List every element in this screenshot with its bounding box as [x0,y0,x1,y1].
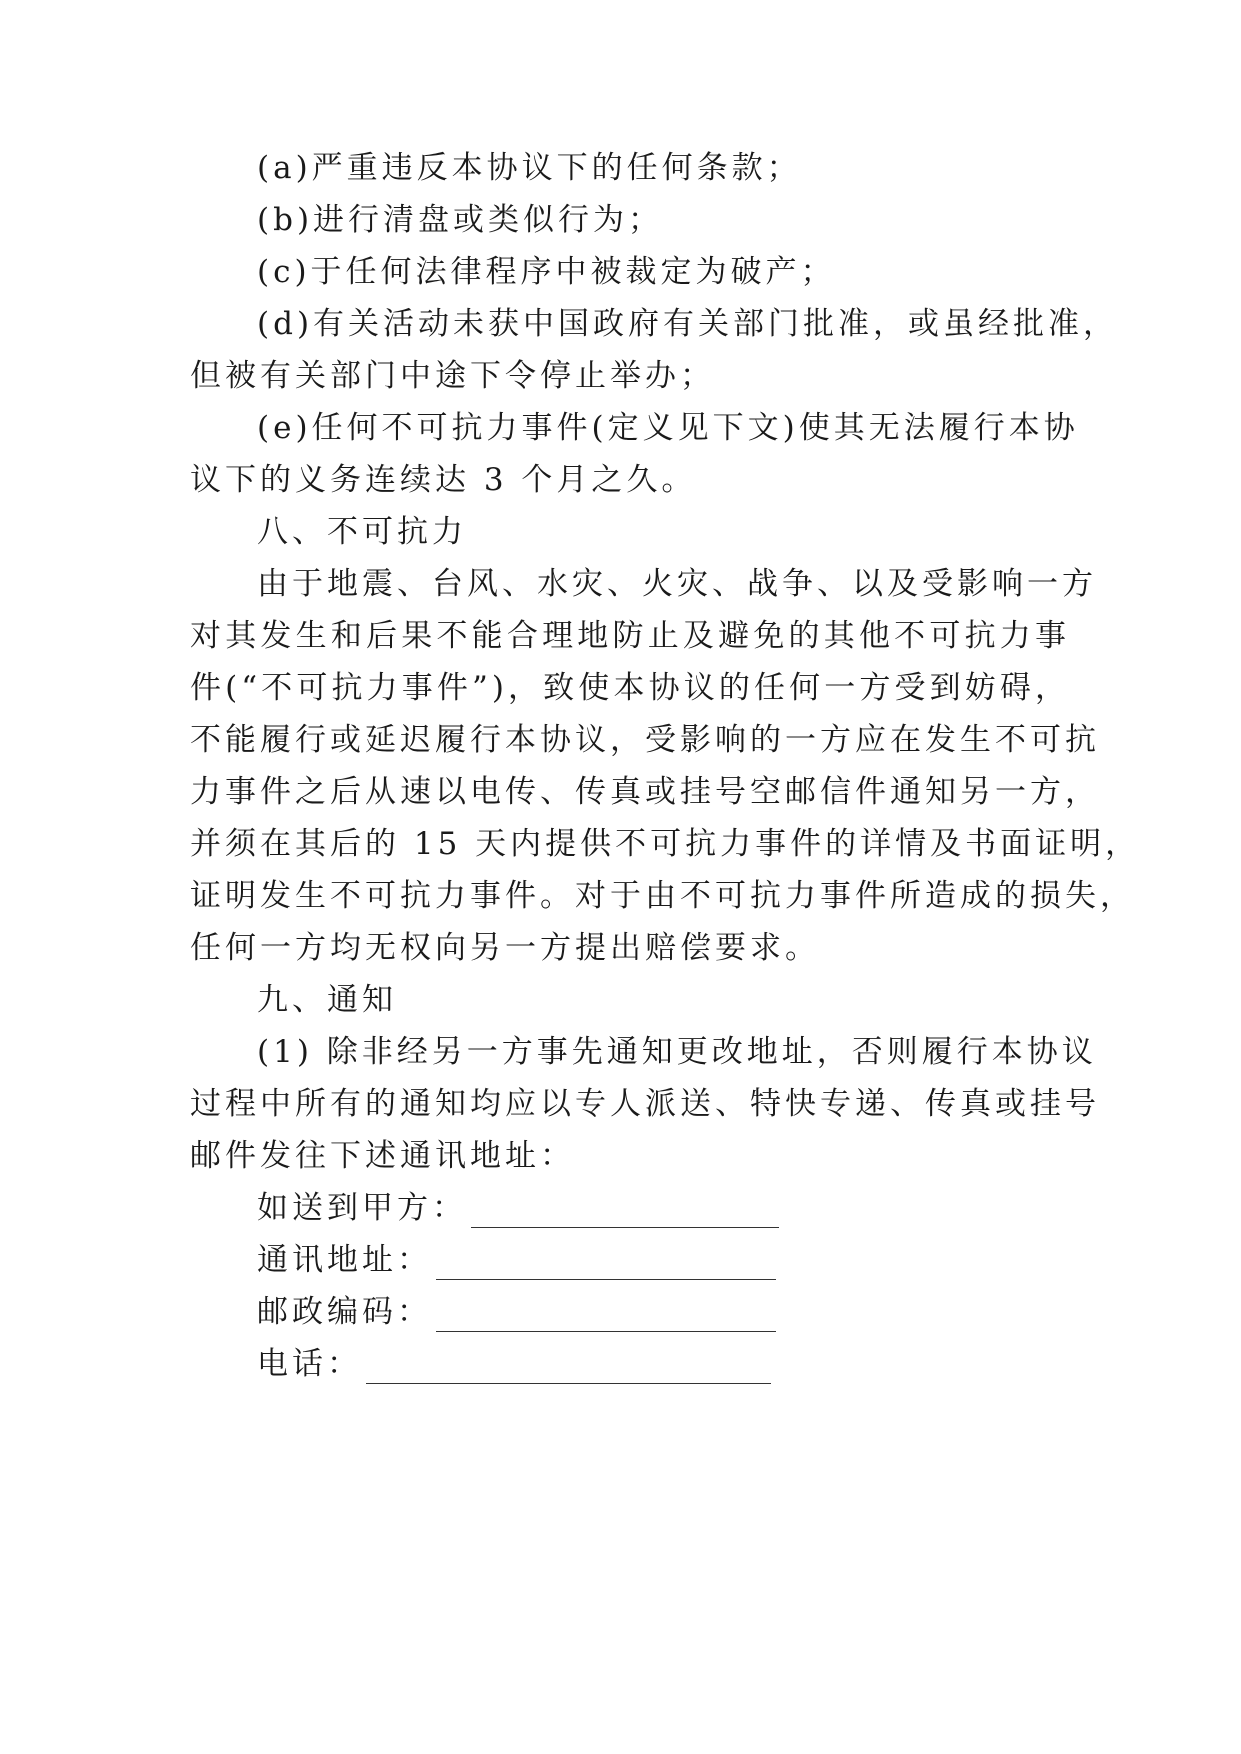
postcode-field [257,1292,1137,1332]
clause-e-line-2: 议下的义务连续达 3 个月之久。 [190,462,697,498]
clause-c: (c)于任何法律程序中被裁定为破产； [257,254,836,290]
address-field [257,1240,1137,1280]
postcode-label: 邮政编码： [257,1294,432,1330]
section-8-line: 不能履行或延迟履行本协议，受影响的一方应在发生不可抗 [190,722,1100,758]
phone-blank [366,1353,771,1384]
phone-label: 电话： [257,1346,362,1382]
section-9-heading: 九、通知 [257,982,397,1018]
section-8-line: 由于地震、台风、水灾、火灾、战争、以及受影响一方 [257,566,1097,602]
section-8-heading: 八、不可抗力 [257,514,467,550]
party-a-label: 如送到甲方： [257,1190,467,1226]
phone-field [257,1344,1137,1384]
postcode-blank [436,1301,776,1332]
section-8-line: 件(“不可抗力事件”)，致使本协议的任何一方受到妨碍， [190,670,1070,706]
clause-e-line-1: (e)任何不可抗力事件(定义见下文)使其无法履行本协 [257,410,1079,446]
clause-d-line-2: 但被有关部门中途下令停止举办； [190,358,715,394]
section-8-line: 并须在其后的 15 天内提供不可抗力事件的详情及书面证明， [190,826,1141,862]
clause-b: (b)进行清盘或类似行为； [257,202,664,238]
party-a-blank [471,1197,779,1228]
clause-d-line-1: (d)有关活动未获中国政府有关部门批准，或虽经批准， [257,306,1119,342]
section-8-line: 对其发生和后果不能合理地防止及避免的其他不可抗力事 [190,618,1070,654]
section-8-line: 任何一方均无权向另一方提出赔偿要求。 [190,930,820,966]
party-a-field [257,1188,1137,1228]
section-8-line: 力事件之后从速以电传、传真或挂号空邮信件通知另一方， [190,774,1100,810]
section-9-line: (1) 除非经另一方事先通知更改地址，否则履行本协议 [257,1034,1097,1070]
address-blank [436,1249,776,1280]
section-9-line: 过程中所有的通知均应以专人派送、特快专递、传真或挂号 [190,1086,1100,1122]
section-9-line: 邮件发往下述通讯地址： [190,1138,575,1174]
clause-a: (a)严重违反本协议下的任何条款； [257,150,802,186]
section-8-line: 证明发生不可抗力事件。对于由不可抗力事件所造成的损失， [190,878,1135,914]
address-label: 通讯地址： [257,1242,432,1278]
